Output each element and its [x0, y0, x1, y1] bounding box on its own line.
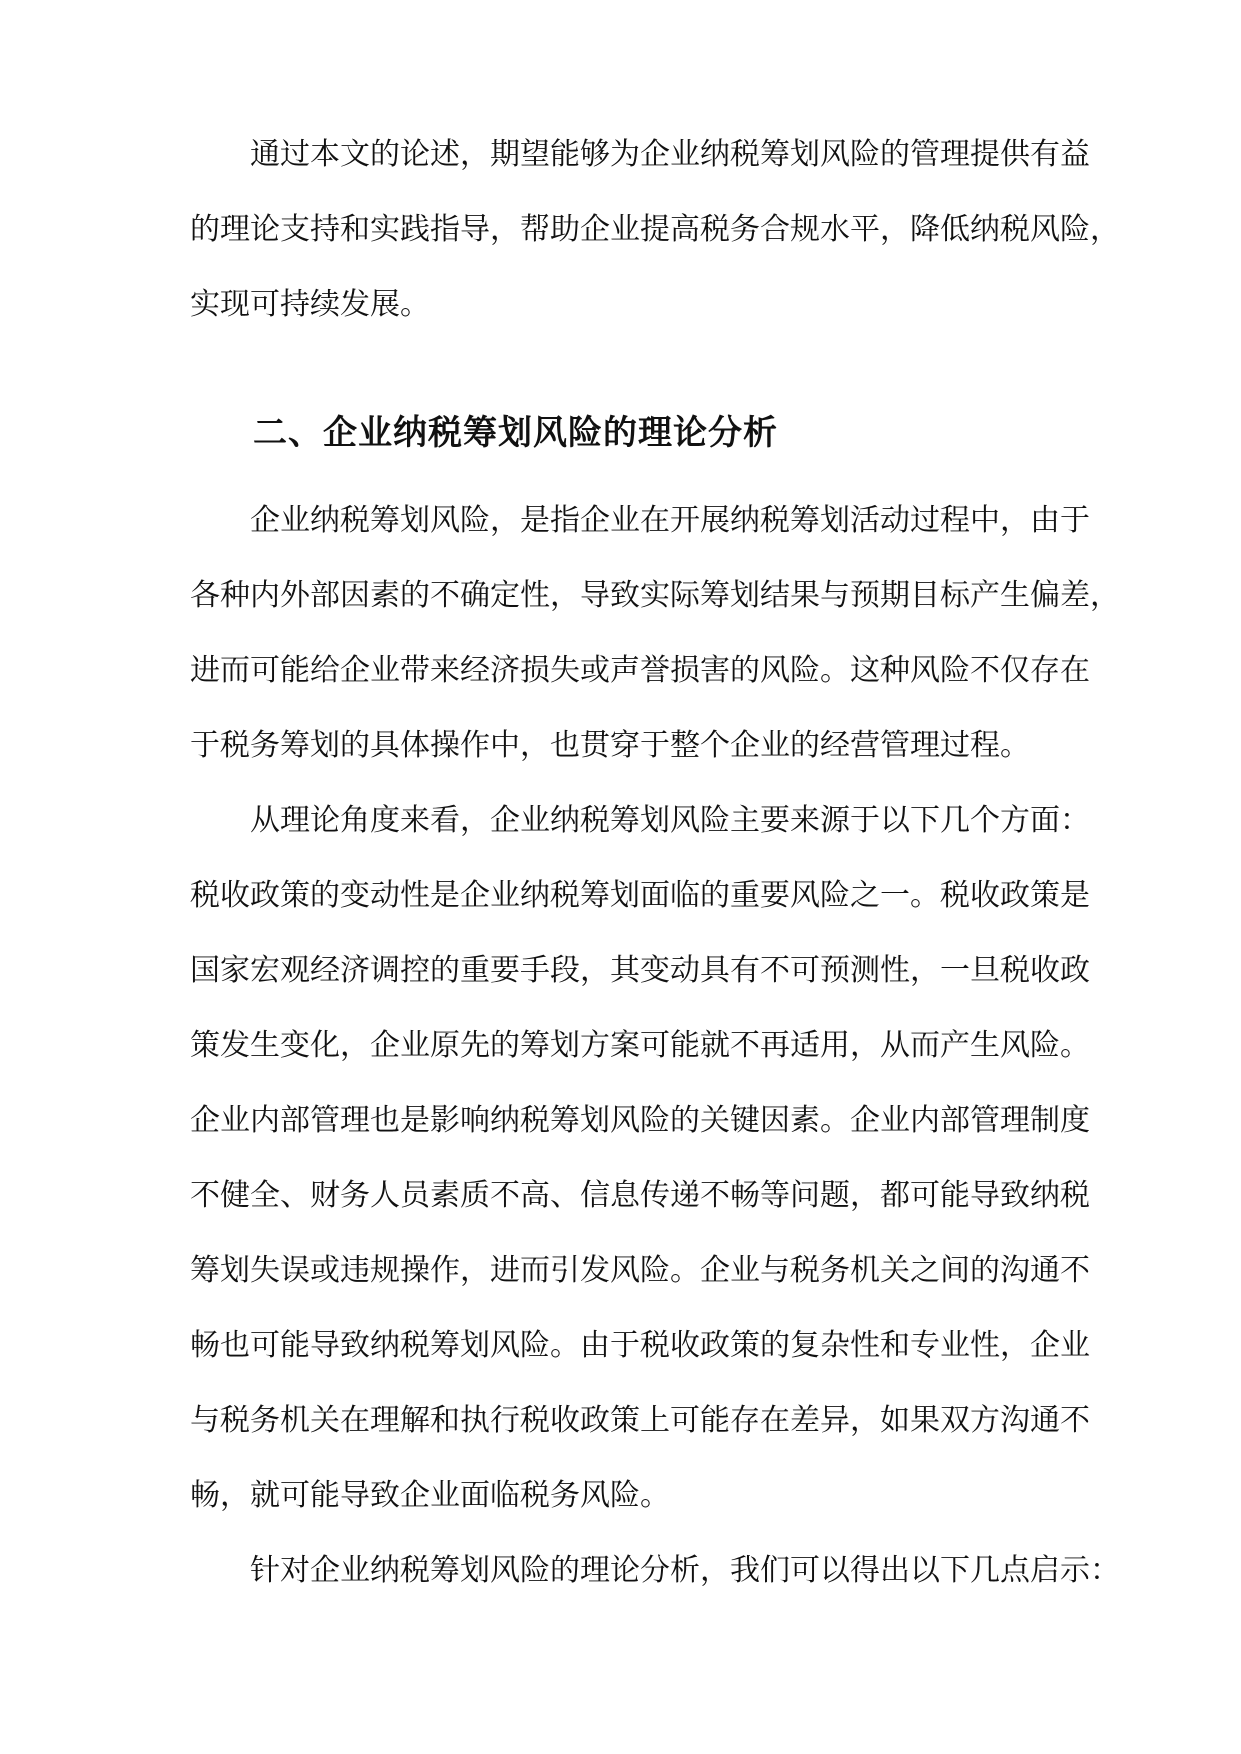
text-line: 税收政策的变动性是企业纳税筹划面临的重要风险之一。税收政策是	[190, 878, 1090, 913]
paragraph-intro-conclusion	[190, 117, 1120, 342]
text-line: 与税务机关在理解和执行税收政策上可能存在差异，如果双方沟通不	[190, 1403, 1090, 1438]
text-line: 畅也可能导致纳税筹划风险。由于税收政策的复杂性和专业性，企业	[190, 1328, 1090, 1363]
paragraph-risk-sources	[190, 783, 1090, 1533]
paragraph-implications	[190, 1533, 1120, 1608]
text-line: 各种内外部因素的不确定性，导致实际筹划结果与预期目标产生偏差，	[190, 578, 1120, 613]
text-line: 从理论角度来看，企业纳税筹划风险主要来源于以下几个方面：	[190, 803, 1090, 838]
text-line: 企业内部管理也是影响纳税筹划风险的关键因素。企业内部管理制度	[190, 1103, 1090, 1138]
text-line: 不健全、财务人员素质不高、信息传递不畅等问题，都可能导致纳税	[190, 1178, 1090, 1213]
text-line: 策发生变化，企业原先的筹划方案可能就不再适用，从而产生风险。	[190, 1028, 1090, 1063]
text-line: 实现可持续发展。	[190, 287, 430, 322]
section-heading: 二、企业纳税筹划风险的理论分析	[253, 413, 778, 453]
text-line: 国家宏观经济调控的重要手段，其变动具有不可预测性，一旦税收政	[190, 953, 1090, 988]
text-line: 的理论支持和实践指导，帮助企业提高税务合规水平，降低纳税风险，	[190, 212, 1120, 247]
text-line: 通过本文的论述，期望能够为企业纳税筹划风险的管理提供有益	[190, 137, 1090, 172]
text-line: 畅，就可能导致企业面临税务风险。	[190, 1478, 670, 1513]
text-line: 企业纳税筹划风险，是指企业在开展纳税筹划活动过程中，由于	[190, 503, 1090, 538]
paragraph-definition	[190, 483, 1120, 783]
text-line: 于税务筹划的具体操作中，也贯穿于整个企业的经营管理过程。	[190, 728, 1030, 763]
text-line: 进而可能给企业带来经济损失或声誉损害的风险。这种风险不仅存在	[190, 653, 1090, 688]
text-line: 筹划失误或违规操作，进而引发风险。企业与税务机关之间的沟通不	[190, 1253, 1090, 1288]
text-line: 针对企业纳税筹划风险的理论分析，我们可以得出以下几点启示：	[190, 1553, 1120, 1588]
